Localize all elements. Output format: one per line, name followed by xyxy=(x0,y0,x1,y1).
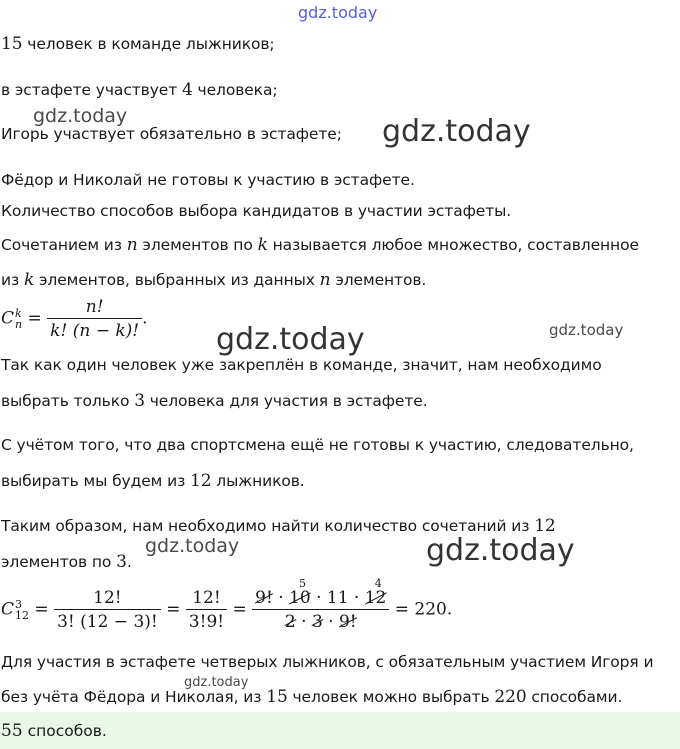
fraction: $\frac{12!}{3! (12 - 3)!}$ xyxy=(54,588,161,632)
fraction: $\frac{n!}{k! (n - k)!}$ xyxy=(47,297,142,341)
answer-text: 55 способов. xyxy=(1,721,107,741)
text-line: выбрать только 3 человека для участия в эстафете. xyxy=(1,391,428,411)
cancelled-term: 10 xyxy=(289,588,311,608)
text-line: Так как один человек уже закреплён в команде, значит, нам необходимо xyxy=(1,356,602,374)
watermark: gdz.today xyxy=(184,675,249,690)
cancelled-term: 12 xyxy=(364,588,387,608)
cancelled-term: 2 xyxy=(284,612,296,632)
watermark: gdz.today xyxy=(382,114,531,149)
reduced-value: 4 xyxy=(374,577,382,590)
text-line: Фёдор и Николай не готовы к участию в эстафете. xyxy=(1,171,415,189)
text-line: в эстафете участвует 4 человека; xyxy=(1,80,278,100)
text-line: 15 человек в команде лыжников; xyxy=(1,34,275,54)
text-line: Количество способов выбора кандидатов в участии эстафеты. xyxy=(1,202,512,220)
text-line: элементов по 3. xyxy=(1,552,132,572)
watermark: gdz.today xyxy=(216,322,365,357)
fraction-reduced: 9! · 5 10 · 11 · 4 12 2 · 3 · 9! xyxy=(252,588,389,632)
answer-box xyxy=(0,712,680,749)
watermark: gdz.today xyxy=(549,321,624,339)
text-line: выбирать мы будем из 12 лыжников. xyxy=(1,471,305,491)
text-line: из k элементов, выбранных из данных n элементов. xyxy=(1,270,427,290)
combination-formula: C k n = $\frac{n!}{k! (n - k)!}$ . xyxy=(1,297,148,341)
text-line: Таким образом, нам необходимо найти количество сочетаний из 12 xyxy=(1,516,556,536)
watermark: gdz.today xyxy=(33,105,128,127)
watermark-top: gdz.today xyxy=(298,3,378,22)
text-line: Игорь участвует обязательно в эстафете; xyxy=(1,125,342,143)
text-line: без учёта Фёдора и Николая, из 15 человек можно выбрать 220 способами. xyxy=(1,687,623,707)
cancelled-term: 9! xyxy=(255,588,273,608)
cancelled-term: 3 xyxy=(311,612,323,632)
watermark: gdz.today xyxy=(145,535,240,557)
cancelled-term: 9! xyxy=(338,612,357,632)
text-line: С учётом того, что два спортсмена ещё не готовы к участию, следовательно, xyxy=(1,436,634,454)
reduced-value: 5 xyxy=(299,577,307,590)
text-line: Для участия в эстафете четверых лыжников, с обязательным участием Игоря и xyxy=(1,653,654,671)
watermark: gdz.today xyxy=(426,533,575,568)
calculation-formula: C 3 12 = $\frac{12!}{3! (12 - 3)!}$ = $\frac{12!}{3!9!}$ = 9! · 5 10 · 11 · 4 12 2 · 3 · 9! = 220. xyxy=(1,577,453,632)
text-line: Сочетанием из n элементов по k называется любое множество, составленное xyxy=(1,235,639,255)
fraction: $\frac{12!}{3!9!}$ xyxy=(186,588,227,632)
